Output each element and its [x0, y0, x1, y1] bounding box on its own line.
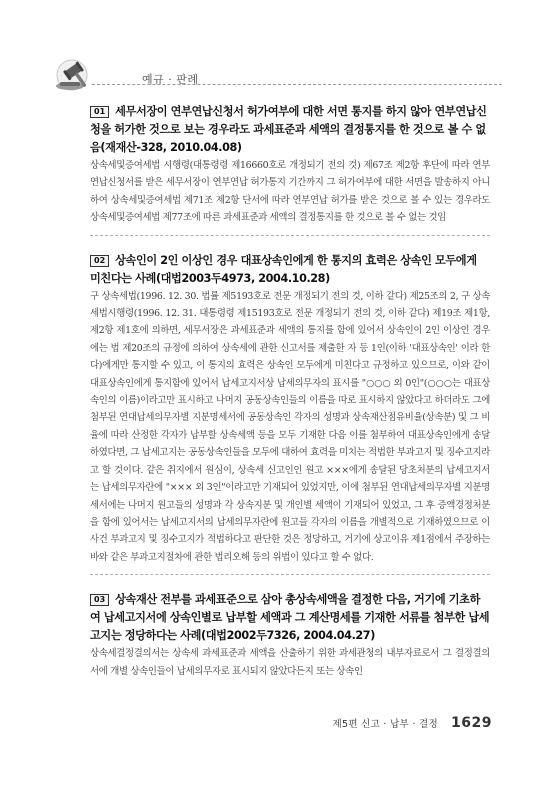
case-title-text: 상속재산 전부를 과세표준으로 삼아 총상속세액을 결정한 다음, 거기에 기초하여 납세고지서에 상속인별로 납부할 세액과 그 계산명세를 기재한 서류를 첨부한 납세고지는 정당하다는 사례(대법2002두7326, 2004.04.27)	[90, 593, 490, 643]
footer-section-label: 제5편 신고 · 납부 · 결정	[332, 719, 438, 730]
section-label: 예규 · 판례	[142, 73, 199, 86]
case-body: 상속세결정결의서는 상속세 과세표준과 세액을 산출하기 위한 과세관청의 내부자료로서 그 결정결의서에 개별 상속인들이 납세의무자로 표시되지 않았다든지 또는 상속인	[90, 648, 490, 677]
case-title	[90, 591, 490, 645]
case-title	[90, 103, 490, 157]
case-title-text: 세무서장이 연부연납신청서 허가여부에 대한 서면 통지를 하지 않아 연부연납신청을 허가한 것으로 보는 경우라도 과세표준과 세액의 결정통지를 한 것으로 볼 수 없음(재재산-328, 2010.04.08)	[90, 105, 487, 154]
case-title-text: 상속인이 2인 이상인 경우 대표상속인에게 한 통지의 효력은 상속인 모두에게 미친다는 사례(대법2003두4973, 2004.10.28)	[90, 253, 477, 285]
case-title	[90, 252, 490, 288]
case-number-badge: 03	[90, 594, 109, 606]
case-body: 구 상속세법(1996. 12. 30. 법률 제5193호로 전문 개정되기 전의 것, 이하 같다) 제25조의 2, 구 상속세법시행령(1996. 12. 31. 대통령령 제15193호로 전문 개정되기 전의 것, 이하 같다) 제19조 제1항, 제2항 제1호에 의하면, 세무서장은 과세표준과 세액의 통지를 함에 있어서 상속인이 2인 이상인 경우에는 법 제20조의 규정에 의하여 상속세에 관한 신고서를 제출한 자 등 1인(이하 '대표상속인' 이라 한다)에게만 통지할 수 있고, 이 통지의 효력은 상속인 모두에게 미친다고 규정하고 있으므로, 이와 같이 대표상속인에게 통지함에 있어서 납세고지서상 납세의무자의 표시를 "○○○ 외 0인"(○○○는 대표상속인의 이름)이라고만 표시하고 나머지 공동상속인들의 이름을 따로 표시하지 않았다고 하더라도 그에 첨부된 연대납세의무자별 지분명세서에 공동상속인 각자의 성명과 상속재산점유비율(상속분) 및 그 비율에 따라 산정한 각자가 납부할 상속세액 등을 모두 기재한 다음 이를 첨부하여 대표상속인에게 송달하였다면, 그 납세고지는 공동상속인들을 모두에 대하여 효력을 미치는 적법한 부과고지 및 징수고지라고 할 것이다. 같은 취지에서 원심이, 상속세 신고인인 원고 ×××에게 송달된 당초처분의 납세고지서는 납세의무자란에 "××× 외 3인"이라고만 기재되어 있었지만, 이에 첨부된 연대납세의무자별 지분명세서에는 나머지 원고들의 성명과 각 상속지분 및 개인별 세액이 기재되어 있었고, 그 후 증액경정처분을 함에 있어서는 납세고지서의 납세의무자란에 원고들 각자의 이름을 개별적으로 기재하였으므로 이 사건 부과고지 및 징수고지가 적법하다고 판단한 것은 정당하고, 거기에 상고이유 제1점에서 주장하는 바와 같은 부과고지절차에 관한 법리오해 등의 위법이 있다고 할 수 없다.	[90, 290, 490, 563]
page-footer	[333, 712, 492, 731]
page-header	[52, 57, 502, 93]
case-number-badge: 01	[90, 106, 109, 118]
case-body: 상속세및증여세법 시행령(대통령령 제16660호로 개정되기 전의 것) 제67조 제2항 후단에 따라 연부연납신청서를 받은 세무서장이 연부연납 허가통지 기간까지 그 허가여부에 대한 서면을 발송하지 아니하여 상속세및증여세법 제71조 제2항 단서에 따라 연부연납 허가를 받은 것으로 볼 수 있는 경우라도 상속세및증여세법 제77조에 따른 과세표준과 세액의 결정통지를 한 것으로 볼 수 없는 것임	[90, 160, 490, 224]
case-number-badge: 02	[90, 255, 109, 267]
gavel-icon	[52, 57, 98, 93]
case-item-03	[90, 591, 490, 680]
case-item-02	[90, 252, 490, 576]
case-divider	[90, 574, 490, 575]
case-divider	[90, 235, 490, 236]
case-item-01	[90, 103, 490, 236]
page-number: 1629	[451, 715, 492, 731]
case-list	[90, 103, 490, 680]
